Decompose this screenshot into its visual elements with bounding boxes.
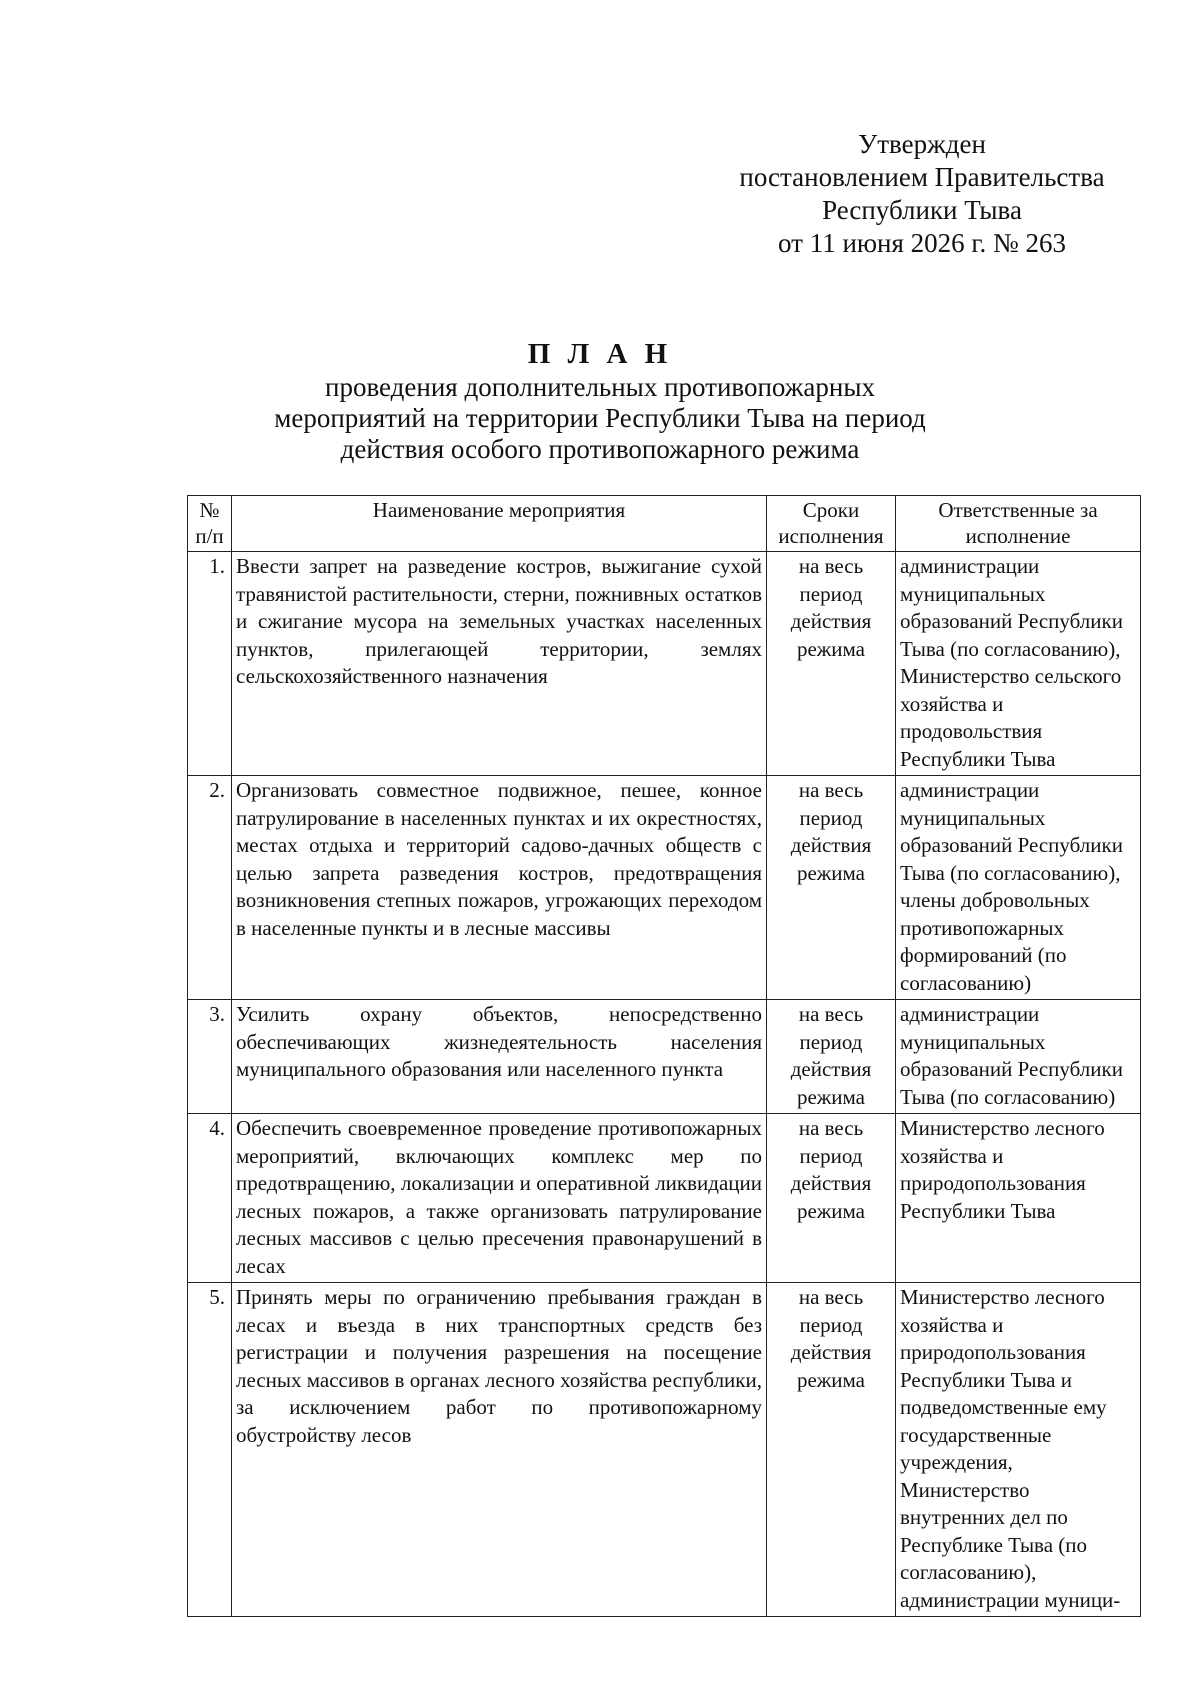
approval-line-resolution: постановлением Правительства — [739, 162, 1105, 192]
table-row — [188, 1000, 1141, 1114]
document-subtitle-line1: проведения дополнительных противопожарных — [325, 372, 875, 402]
row-deadline: на весь период действия режима — [767, 1283, 896, 1617]
approval-line-date-number: от 11 июня 2026 г. № 263 — [778, 228, 1066, 258]
row-responsible: Министерство лесного хозяйства и природопользования Республики Тыва — [896, 1114, 1141, 1283]
row-responsible: Министерство лесного хозяйства и природопользования Республики Тыва и подведомственные ему государственные учреждения, Министерство внутренних дел по Республике Тыва (по согласованию), администрации муници- — [896, 1283, 1141, 1617]
row-responsible: администрации муниципальных образований Республики Тыва (по согласованию), Министерство сельского хозяйства и продовольствия Республики Тыва — [896, 552, 1141, 776]
row-responsible: администрации муниципальных образований Республики Тыва (по согласованию) — [896, 1000, 1141, 1114]
table-row — [188, 1283, 1141, 1617]
row-number: 5. — [188, 1283, 232, 1617]
row-deadline: на весь период действия режима — [767, 552, 896, 776]
row-deadline: на весь период действия режима — [767, 1114, 896, 1283]
document-title: П Л А Н — [527, 338, 673, 370]
row-measure: Ввести запрет на разведение костров, выжигание сухой травянистой растительности, стерни, пожнивных остатков и сжигание мусора на земельных участках населенных пунктов, прилегающей территории, землях сельскохозяйственного назначения — [232, 552, 767, 776]
table-row — [188, 776, 1141, 1000]
table-header-row — [188, 496, 1141, 552]
approval-line-republic: Республики Тыва — [822, 195, 1022, 225]
row-number: 1. — [188, 552, 232, 776]
approval-line-approved: Утвержден — [858, 129, 986, 159]
row-number: 3. — [188, 1000, 232, 1114]
header-responsible: Ответственные за исполнение — [896, 496, 1141, 552]
document-subtitle-line3: действия особого противопожарного режима — [340, 434, 860, 464]
header-deadline: Сроки исполнения — [767, 496, 896, 552]
header-number: № п/п — [188, 496, 232, 552]
header-measure-name: Наименование мероприятия — [232, 496, 767, 552]
row-number: 4. — [188, 1114, 232, 1283]
row-responsible: администрации муниципальных образований Республики Тыва (по согласованию), члены добровольных противопожарных формирований (по согласованию) — [896, 776, 1141, 1000]
approval-stamp — [712, 128, 1132, 260]
document-heading — [0, 336, 1200, 465]
row-deadline: на весь период действия режима — [767, 776, 896, 1000]
table-row — [188, 552, 1141, 776]
document-subtitle-line2: мероприятий на территории Республики Тыва на период — [274, 403, 926, 433]
row-number: 2. — [188, 776, 232, 1000]
row-measure: Организовать совместное подвижное, пешее, конное патрулирование в населенных пунктах и их окрестностях, местах отдыха и территорий садово-дачных обществ с целью запрета разведения костров, предотвращения возникновения степных пожаров, угрожающих переходом в населенные пункты и в лесные массивы — [232, 776, 767, 1000]
row-measure: Принять меры по ограничению пребывания граждан в лесах и въезда в них транспортных средств без регистрации и получения разрешения на посещение лесных массивов в органах лесного хозяйства республики, за исключением работ по противопожарному обустройству лесов — [232, 1283, 767, 1617]
row-measure: Усилить охрану объектов, непосредственно обеспечивающих жизнедеятельность населения муниципального образования или населенного пункта — [232, 1000, 767, 1114]
measures-table — [187, 495, 1141, 1617]
table-row — [188, 1114, 1141, 1283]
row-measure: Обеспечить своевременное проведение противопожарных мероприятий, включающих комплекс мер по предотвращению, локализации и оперативной ликвидации лесных пожаров, а также организовать патрулирование лесных массивов с целью пресечения правонарушений в лесах — [232, 1114, 767, 1283]
row-deadline: на весь период действия режима — [767, 1000, 896, 1114]
